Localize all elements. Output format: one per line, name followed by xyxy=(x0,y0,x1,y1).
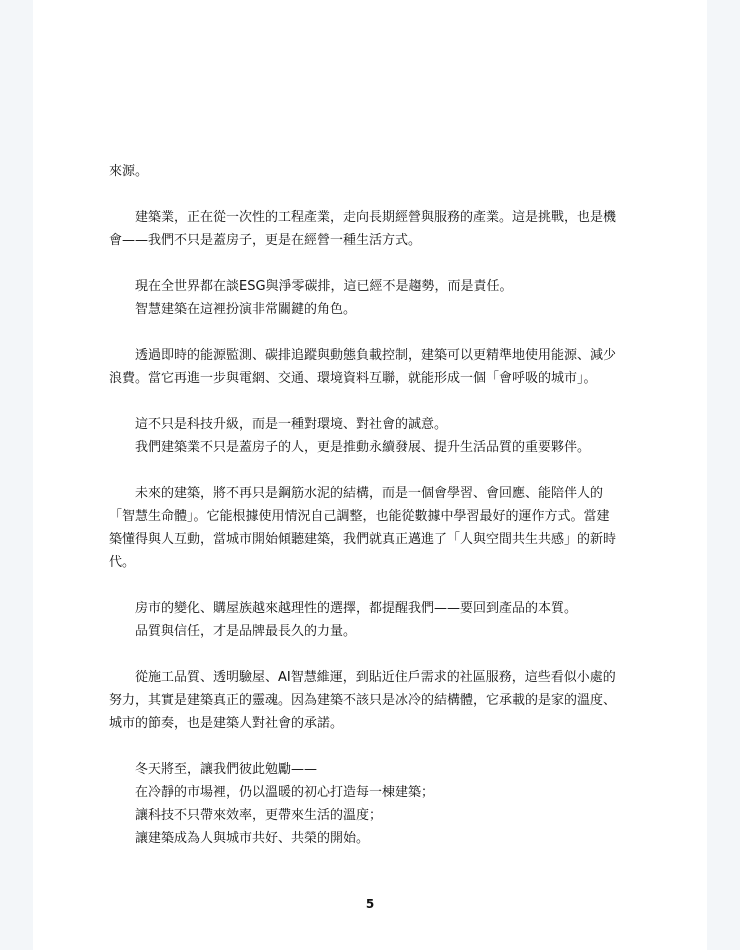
text-line: 「智慧生命體」。它能根據使用情況自己調整，也能從數據中學習最好的運作方式。當建 xyxy=(109,509,610,524)
text-line: 透過即時的能源監測、碳排追蹤與動態負載控制，建築可以更精準地使用能源、減少 xyxy=(135,348,617,363)
paragraph-5 xyxy=(109,413,639,459)
text-line: 浪費。當它再進一步與電網、交通、環境資料互聯，就能形成一個「會呼吸的城市」。 xyxy=(109,371,597,386)
text-line: 建築業，正在從一次性的工程產業，走向長期經營與服務的產業。這是挑戰，也是機 xyxy=(135,210,617,225)
paragraph-4 xyxy=(109,344,639,390)
text-line: 努力，其實是建築真正的靈魂。因為建築不該只是冰冷的結構體，它承載的是家的溫度、 xyxy=(109,693,617,708)
text-line: 冬天將至，讓我們彼此勉勵—— xyxy=(135,762,318,777)
paragraph-7 xyxy=(109,597,639,643)
text-line: 我們建築業不只是蓋房子的人，更是推動永續發展、提升生活品質的重要夥伴。 xyxy=(135,440,591,455)
document-page xyxy=(33,0,707,950)
paragraph-3 xyxy=(109,275,639,321)
page-number: 5 xyxy=(365,897,375,911)
paragraph-1 xyxy=(109,160,639,183)
paragraph-9 xyxy=(109,758,639,850)
paragraph-8 xyxy=(109,666,639,735)
text-line: 這不只是科技升級，而是一種對環境、對社會的誠意。 xyxy=(135,417,448,432)
text-line: 城市的節奏，也是建築人對社會的承諾。 xyxy=(109,716,344,731)
text-line: 從施工品質、透明驗屋、AI智慧維運，到貼近住戶需求的社區服務，這些看似小處的 xyxy=(135,670,616,685)
body-text xyxy=(109,160,639,873)
paragraph-2 xyxy=(109,206,639,252)
text-line: 在冷靜的市場裡，仍以溫暖的初心打造每一棟建築； xyxy=(135,785,435,800)
text-line: 來源。 xyxy=(109,164,149,179)
text-line: 讓科技不只帶來效率，更帶來生活的溫度； xyxy=(135,808,383,823)
text-line: 築懂得與人互動，當城市開始傾聽建築，我們就真正邁進了「人與空間共生共感」的新時 xyxy=(109,532,617,547)
text-line: 房市的變化、購屋族越來越理性的選擇，都提醒我們——要回到產品的本質。 xyxy=(135,601,578,616)
text-line: 讓建築成為人與城市共好、共榮的開始。 xyxy=(135,831,370,846)
text-line: 現在全世界都在談ESG與淨零碳排，這已經不是趨勢，而是責任。 xyxy=(135,279,513,294)
text-line: 代。 xyxy=(109,555,136,570)
text-line: 會——我們不只是蓋房子，更是在經營一種生活方式。 xyxy=(109,233,422,248)
text-line: 智慧建築在這裡扮演非常關鍵的角色。 xyxy=(135,302,357,317)
text-line: 未來的建築，將不再只是鋼筋水泥的結構，而是一個會學習、會回應、能陪伴人的 xyxy=(135,486,604,501)
paragraph-6 xyxy=(109,482,639,574)
text-line: 品質與信任，才是品牌最長久的力量。 xyxy=(135,624,357,639)
